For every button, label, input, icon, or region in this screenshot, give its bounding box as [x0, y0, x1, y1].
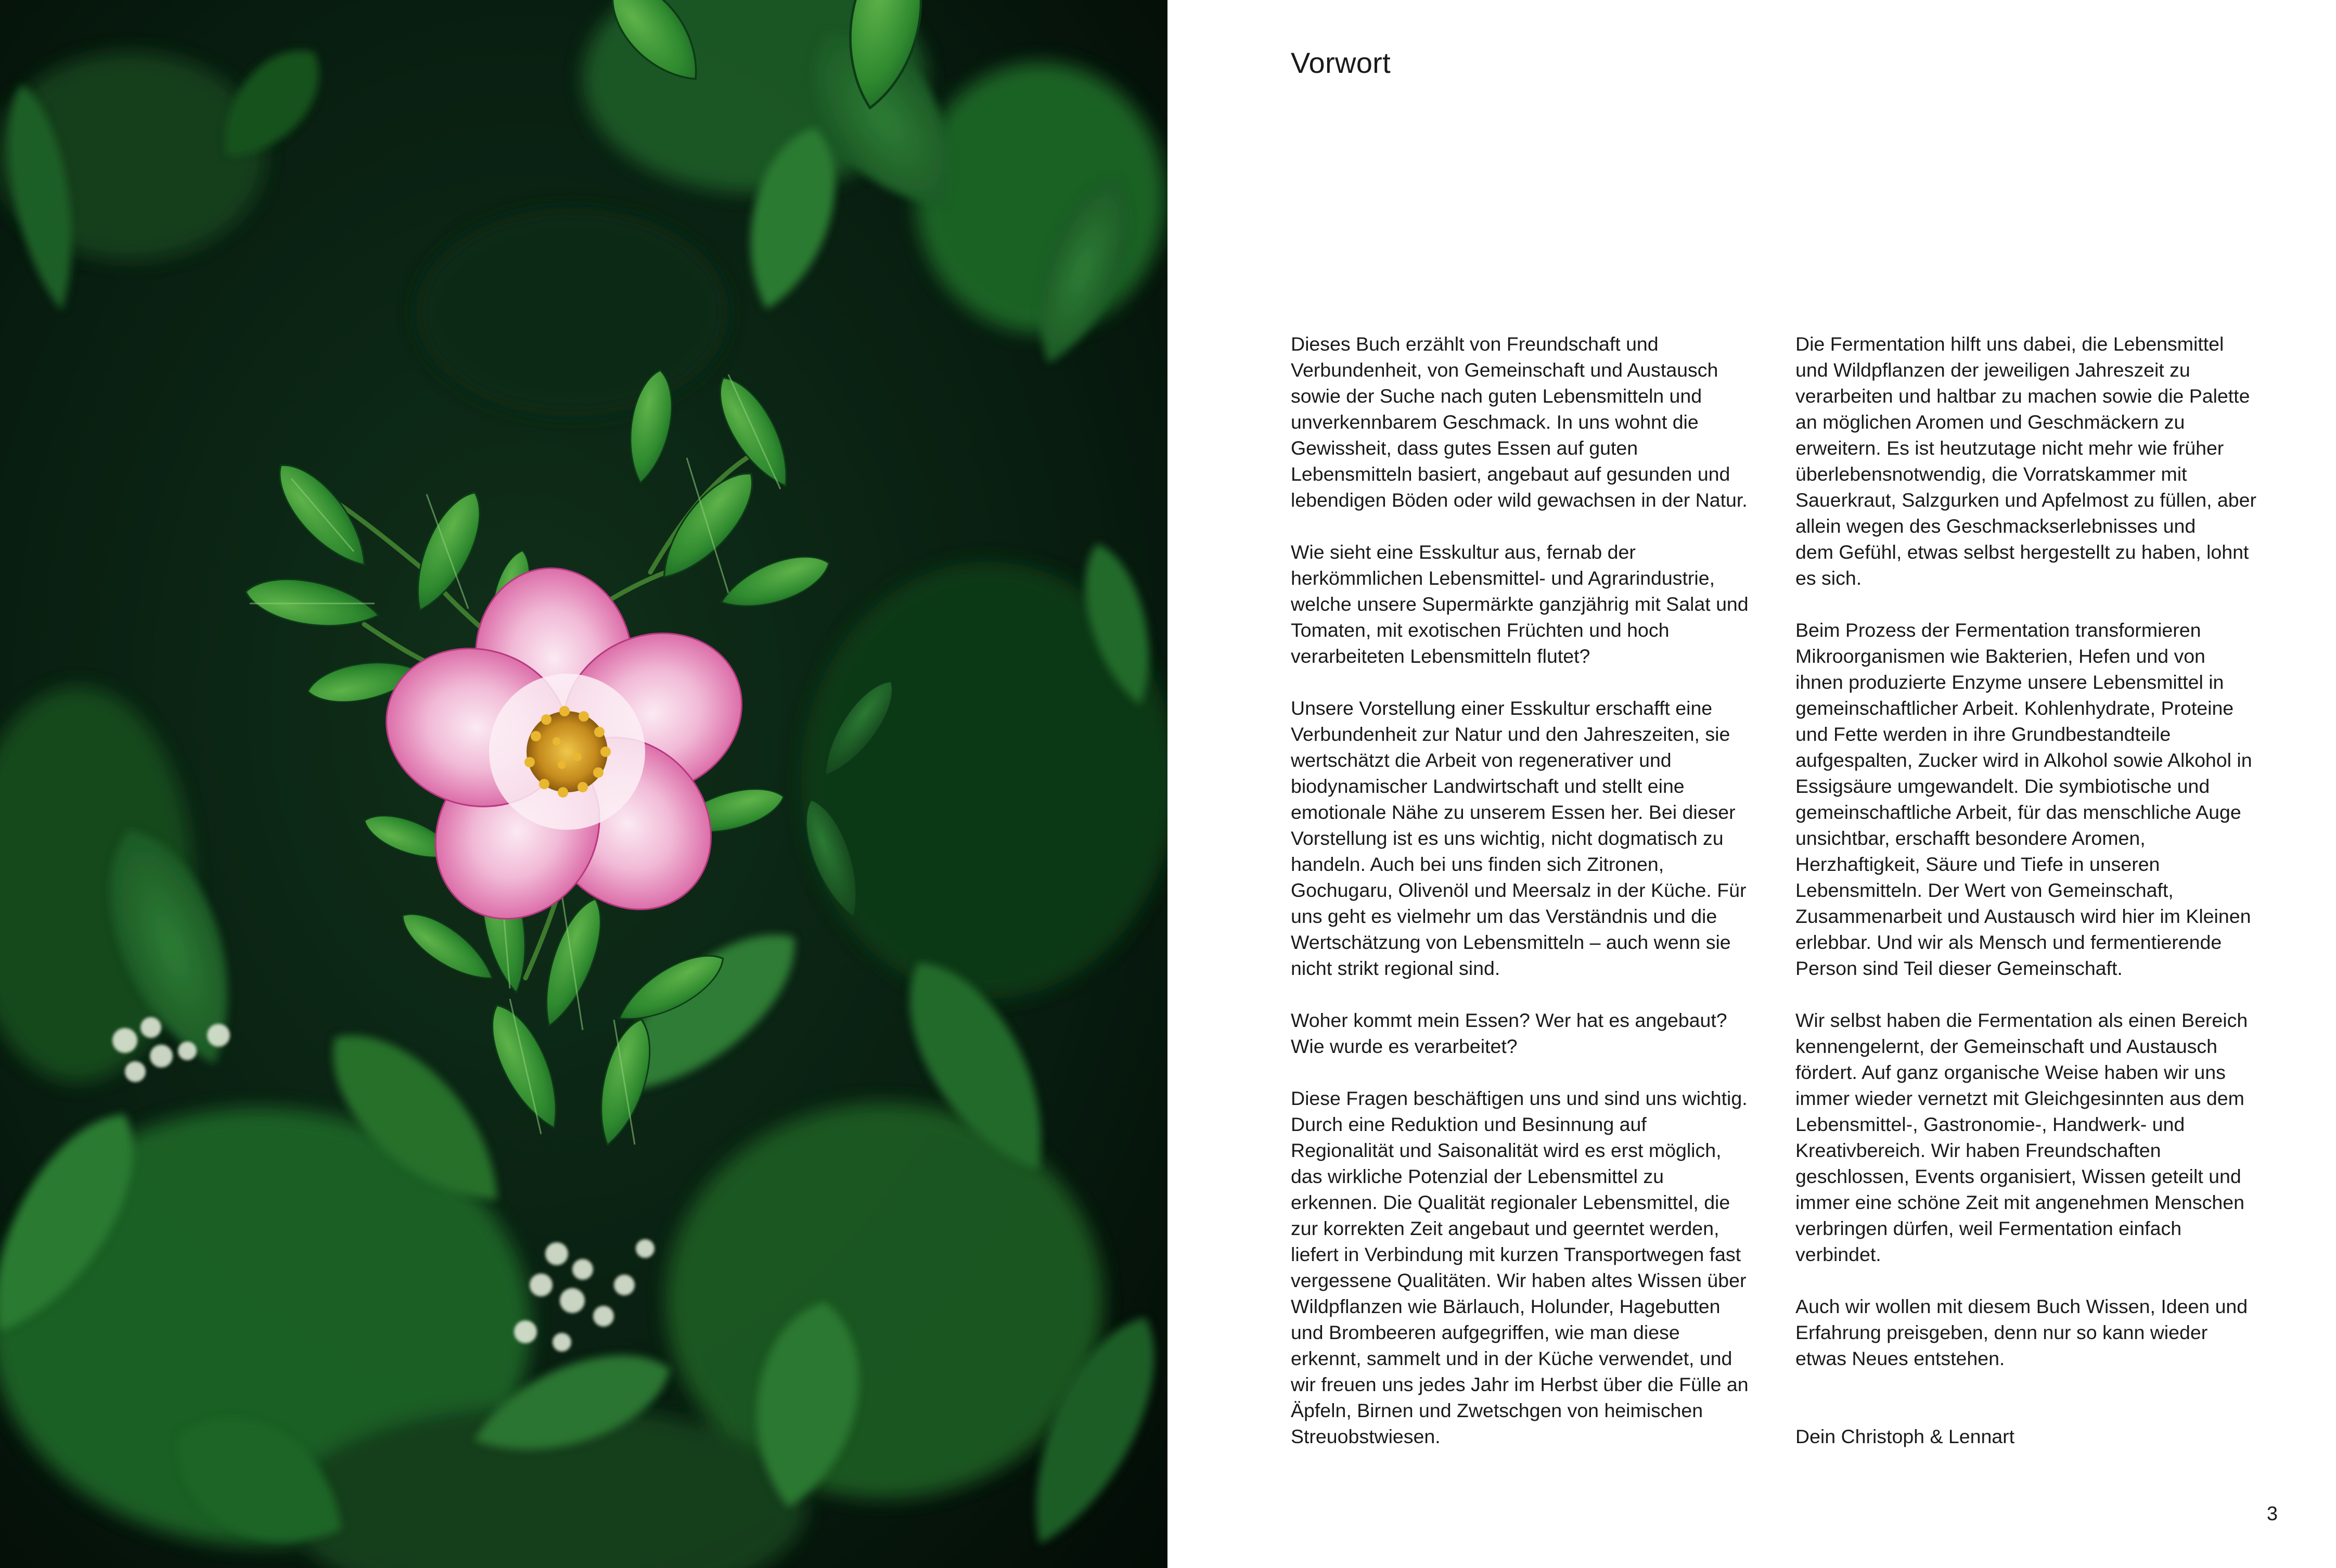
flower-photo [0, 0, 1167, 1568]
paragraph: Wir selbst haben die Fermentation als einen Bereich kennengelernt, der Gemeinschaft und Austausch fördert. Auf ganz organische Weise haben wir uns immer wieder vernetzt mit Gleichgesinnten aus dem Lebensmittel-, Gastronomie-, Handwerk- und Kreativbereich. Wir haben Freundschaften geschlossen, Events organisiert, Wissen geteilt und immer eine schöne Zeit mit angenehmen Menschen verbringen dürfen, weil Fermentation einfach verbindet. [1795, 1009, 2248, 1265]
page-number: 3 [2266, 1503, 2278, 1525]
paragraph: Dieses Buch erzählt von Freundschaft und Verbundenheit, von Gemeinschaft und Austausch sowie der Suche nach guten Lebensmitteln und unverkennbarem Geschmack. In uns wohnt die Gewissheit, dass gutes Essen auf guten Lebensmitteln basiert, angebaut auf gesunden und lebendigen Böden oder wild gewachsen in der Natur. [1291, 333, 1748, 511]
paragraph: Die Fermentation hilft uns dabei, die Lebensmittel und Wildpflanzen der jeweiligen Jahreszeit zu verarbeiten und haltbar zu machen sowie die Palette an möglichen Aromen und Geschmäckern zu erweitern. Es ist heutzutage nicht mehr wie früher überlebensnotwendig, die Vorratskammer mit Sauerkraut, Salzgurken und Apfelmost zu füllen, aber allein wegen des Geschmackserlebnisses und dem Gefühl, etwas selbst hergestellt zu haben, lohnt es sich. [1795, 333, 2256, 589]
text-column-left [1291, 331, 1790, 1475]
page-title: Vorwort [1291, 46, 1391, 79]
paragraph: Diese Fragen beschäftigen uns und sind uns wichtig. Durch eine Reduktion und Besinnung auf Regionalität und Saisonalität wird es erst möglich, das wirkliche Potenzial der Lebensmittel zu erkennen. Die Qualität regionaler Lebensmittel, die zur korrekten Zeit angebaut und geerntet werden, liefert in Verbindung mit kurzen Transportwegen fast vergessene Qualitäten. Wir haben altes Wissen über Wildpflanzen wie Bärlauch, Holunder, Hagebutten und Brombeeren aufgegriffen, wie man diese erkennt, sammelt und in der Küche verwendet, und wir freuen uns jedes Jahr im Herbst über die Fülle an Äpfeln, Birnen und Zwetschgen von heimischen Streuobstwiesen. [1291, 1087, 1749, 1447]
text-page [1167, 0, 2336, 1568]
paragraph: Auch wir wollen mit diesem Buch Wissen, Ideen und Erfahrung preisgeben, denn nur so kann wieder etwas Neues entstehen. [1795, 1295, 2248, 1369]
paragraph: Wie sieht eine Esskultur aus, fernab der herkömmlichen Lebensmittel- und Agrarindustrie, welche unsere Supermärkte ganzjährig mit Salat und Tomaten, mit exotischen Früchten und hoch verarbeiteten Lebensmitteln flutet? [1291, 541, 1749, 667]
paragraph: Woher kommt mein Essen? Wer hat es angebaut? Wie wurde es verarbeitet? [1291, 1009, 1727, 1057]
paragraph: Beim Prozess der Fermentation transformieren Mikroorganismen wie Bakterien, Hefen und von ihnen produzierte Enzyme unsere Lebensmittel in gemeinschaftlicher Arbeit. Kohlenhydrate, Proteine und Fette werden in ihre Grundbestandteile aufgespalten, Zucker wird in Alkohol sowie Alkohol in Essigsäure umgewandelt. Die symbiotische und gemeinschaftliche Arbeit, für das menschliche Auge unsichtbar, erschafft besondere Aromen, Herzhaftigkeit, Säure und Tiefe in unseren Lebensmitteln. Der Wert von Gemeinschaft, Zusammenarbeit und Austausch wird hier im Kleinen erlebbar. Und wir als Mensch und fermentierende Person sind Teil dieser Gemeinschaft. [1795, 619, 2252, 979]
paragraph: Unsere Vorstellung einer Esskultur erschafft eine Verbundenheit zur Natur und den Jahreszeiten, sie wertschätzt die Arbeit von regenerativer und biodynamischer Landwirtschaft und stellt eine emotionale Nähe zu unserem Essen her. Bei dieser Vorstellung ist es uns wichtig, nicht dogmatisch zu handeln. Auch bei uns finden sich Zitronen, Gochugaru, Olivenöl und Meersalz in der Küche. Für uns geht es vielmehr um das Verständnis und die Wertschätzung von Lebensmitteln – auch wenn sie nicht strikt regional sind. [1291, 697, 1747, 979]
signature: Dein Christoph & Lennart [1795, 1425, 2015, 1447]
text-column-right [1795, 331, 2295, 1475]
